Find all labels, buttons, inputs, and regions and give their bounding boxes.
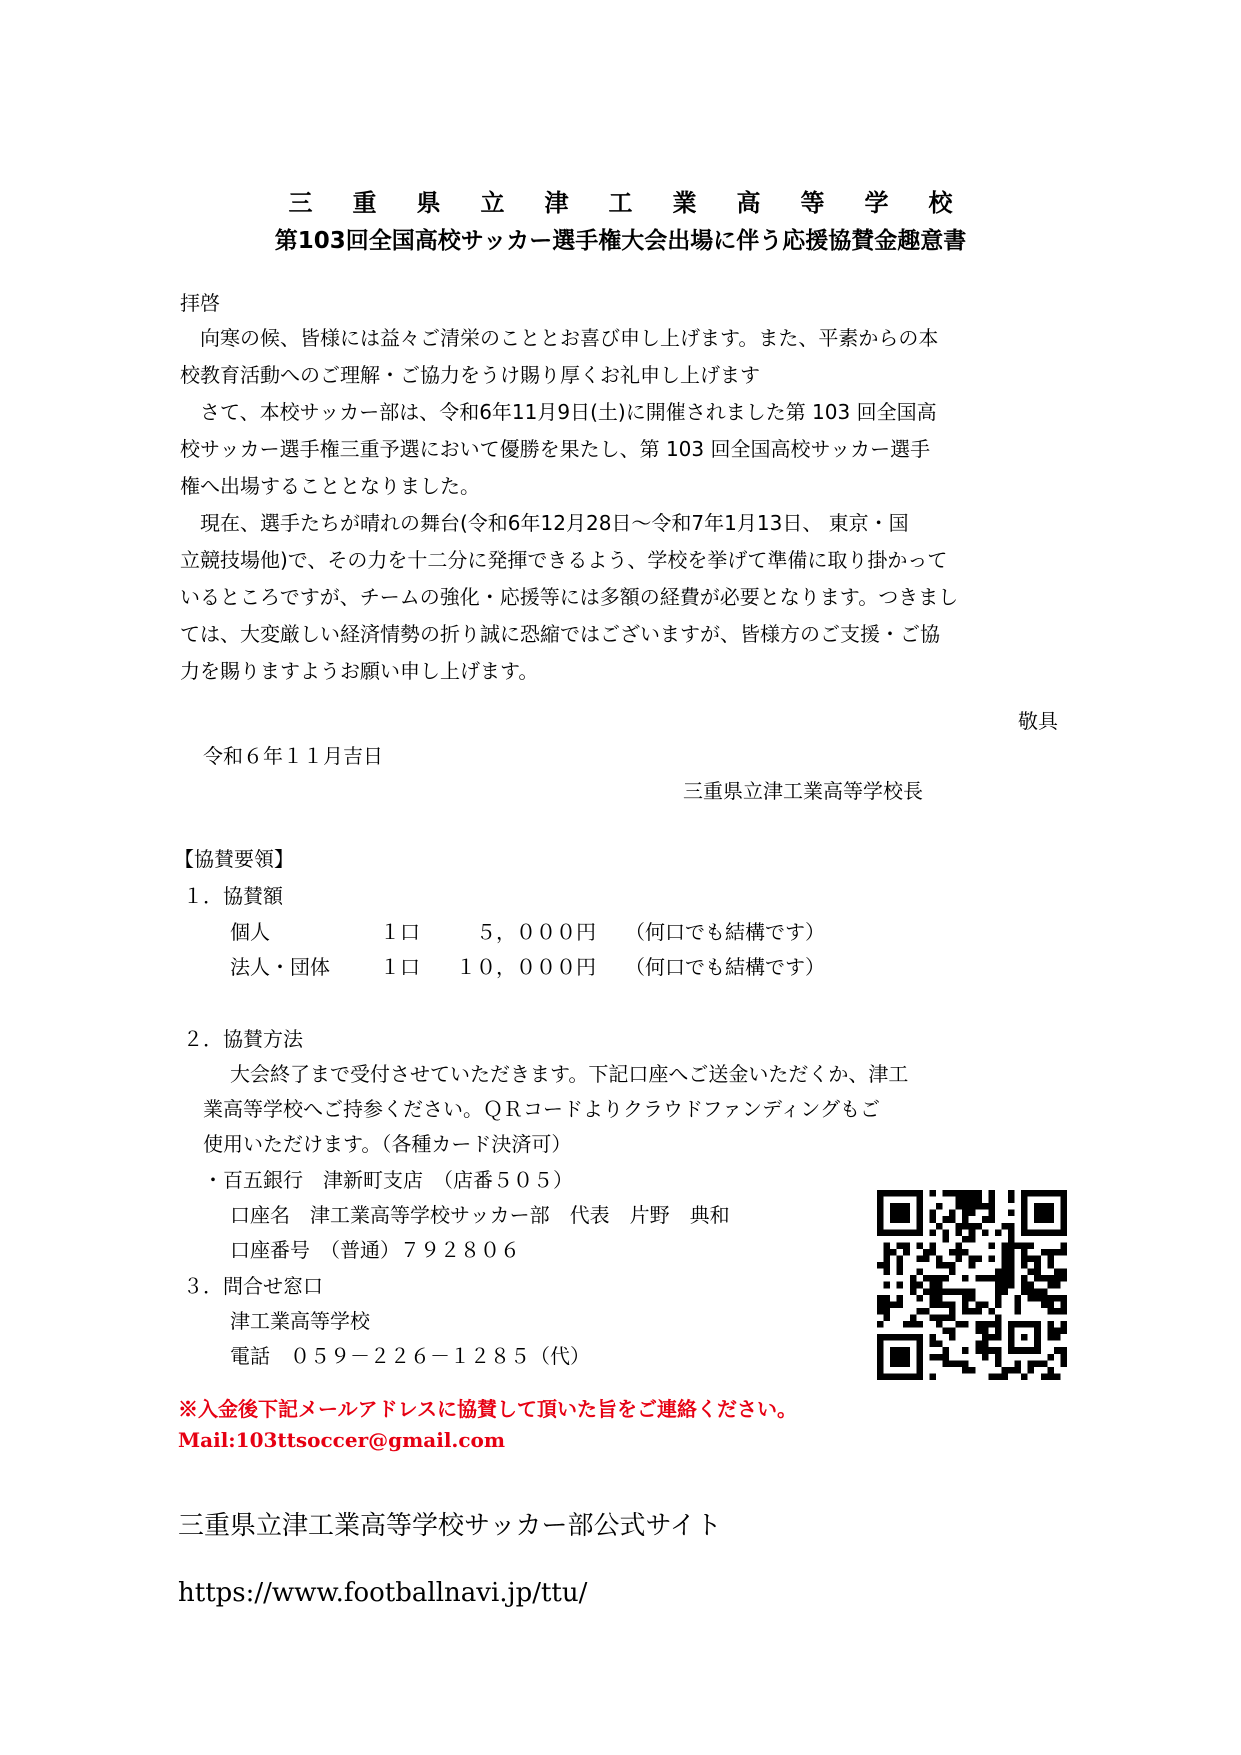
method-line: 使用いただけます。（各種カード決済可） (203, 1132, 572, 1156)
body-line: さて、本校サッカー部は、令和6年11月9日(土)に開催されました第 103 回全国高 (200, 400, 937, 424)
school-name-title: 三重県立津工業高等学校 (288, 189, 993, 217)
body-line: 力を賜りますようお願い申し上げます。 (180, 659, 539, 683)
body-line: 立競技場他)で、その力を十二分に発揮できるよう、学校を挙げて準備に取り掛かって (180, 548, 948, 572)
section-2-title: ２．協賛方法 (183, 1027, 303, 1051)
body-line: 校教育活動へのご理解・ご協力をうけ賜り厚くお礼申し上げます (180, 363, 760, 387)
corporate-label: 法人・団体 (230, 955, 330, 979)
body-line: ては、大変厳しい経済情勢の折り誠に恐縮ではございますが、皆様方のご支援・ご協 (180, 622, 940, 646)
official-site-title: 三重県立津工業高等学校サッカー部公式サイト (178, 1511, 722, 1541)
body-line: 現在、選手たちが晴れの舞台(令和6年12月28日～令和7年1月13日、 東京・国 (200, 511, 909, 535)
individual-note: （何口でも結構です） (625, 920, 825, 944)
body-line: 向寒の候、皆様には益々ご清栄のこととお喜び申し上げます。また、平素からの本 (200, 326, 939, 350)
account-number: 口座番号 （普通）７９２８０６ (230, 1238, 520, 1262)
letter-body (180, 320, 1070, 690)
body-line: いるところですが、チームの強化・応援等には多額の経費が必要となります。つきまし (180, 585, 959, 609)
contact-phone: 電話 ０５９－２２６－１２８５（代） (230, 1344, 590, 1368)
closing-remark: 敬具 (1018, 709, 1058, 733)
document-subject: 第103回全国高校サッカー選手権大会出場に伴う応援協賛金趣意書 (274, 228, 967, 254)
guidelines-heading: 【協賛要領】 (174, 847, 294, 871)
signer: 三重県立津工業高等学校長 (683, 779, 923, 803)
individual-label: 個人 (230, 920, 270, 944)
account-name: 口座名 津工業高等学校サッカー部 代表 片野 典和 (230, 1203, 730, 1227)
body-line: 権へ出場することとなりました。 (180, 474, 480, 498)
contact-email[interactable]: Mail:103ttsoccer@gmail.com (178, 1428, 506, 1452)
salutation: 拝啓 (180, 291, 220, 315)
contact-organization: 津工業高等学校 (230, 1309, 370, 1333)
crowdfunding-qr-code[interactable] (877, 1190, 1067, 1380)
corporate-amount: １０，０００円 (456, 955, 596, 979)
corporate-units: １口 (380, 955, 420, 979)
individual-amount: ５，０００円 (476, 920, 596, 944)
bank-info: ・百五銀行 津新町支店 （店番５０５） (203, 1168, 573, 1192)
individual-units: １口 (380, 920, 420, 944)
body-line: 校サッカー選手権三重予選において優勝を果たし、第 103 回全国高校サッカー選手 (180, 437, 931, 461)
payment-notice: ※入金後下記メールアドレスに協賛して頂いた旨をご連絡ください。 (178, 1397, 797, 1421)
section-1-title: １．協賛額 (183, 884, 283, 908)
corporate-note: （何口でも結構です） (625, 955, 825, 979)
official-site-url[interactable]: https://www.footballnavi.jp/ttu/ (178, 1578, 588, 1608)
section-3-title: ３．問合せ窓口 (183, 1274, 323, 1298)
method-line: 業高等学校へご持参ください。ＱＲコードよりクラウドファンディングもご (203, 1097, 880, 1121)
issue-date: 令和６年１１月吉日 (203, 744, 383, 768)
method-line: 大会終了まで受付させていただきます。下記口座へご送金いただくか、津工 (230, 1062, 909, 1086)
